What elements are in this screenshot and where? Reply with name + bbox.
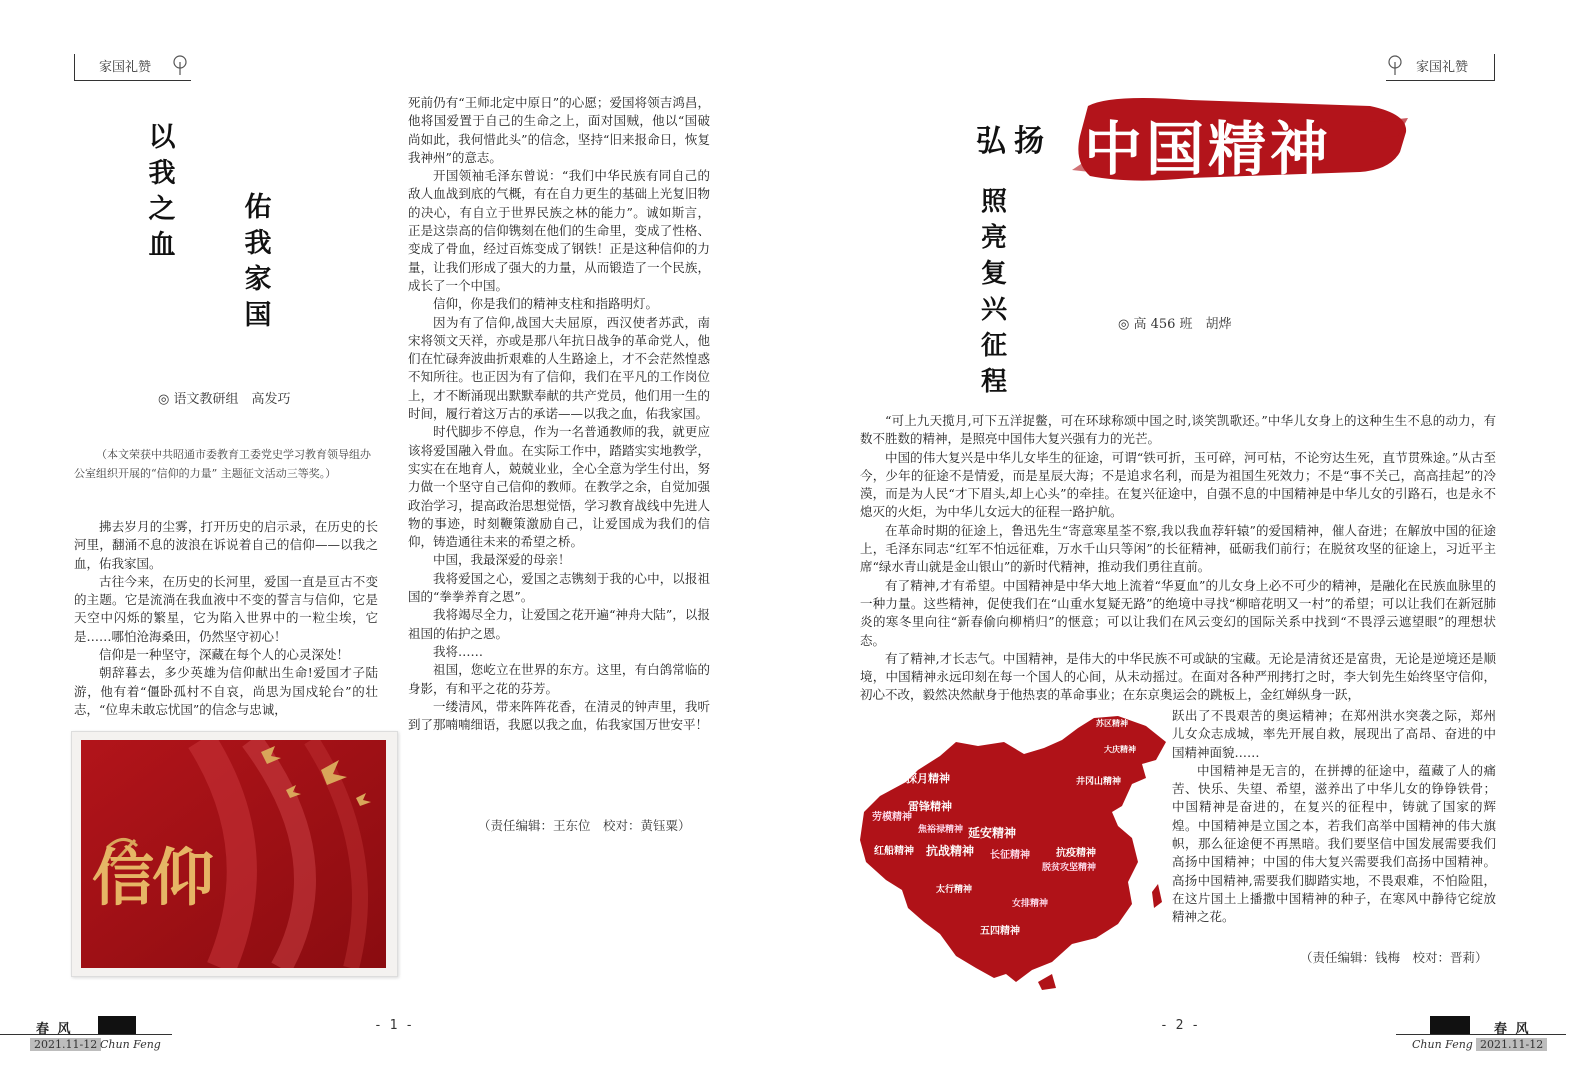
subtitle-char: 程 (980, 367, 1007, 397)
paragraph: 有了精神,才有希望。中国精神是中华大地上流着“华夏血”的儿女身上必不可少的精神，是融化在民族血脉里的一种力量。这些精神，促使我们在“山重水复疑无路”的绝境中寻找“柳暗花明又一村”的希望；可以让我们在新冠肺炎的寒冬里向往“新春偷向柳梢归”的惬意；可以让我们在风云变幻的国际关系中找到“不畏浮云遮望眼”的理想状态。 (860, 577, 1496, 648)
footer-right-rule (1396, 1034, 1566, 1035)
banner-text (1084, 102, 1332, 186)
paragraph: 中国精神是无言的，在拼搏的征途中，蕴藏了人的痛苦、快乐、失望、希望，滋养出了中华儿女的铮铮铁骨；中国精神是奋进的，在复兴的征程中，铸就了国家的辉煌。中国精神是立国之本，若我们高举中国精神的伟大旗帜，那么征途便不再黑暗。我们要坚信中国发展需要我们高扬中国精神；中国的伟大复兴需要我们高扬中国精神。高扬中国精神,需要我们脚踏实地，不畏艰难，不怕险阻，在这片国土上播撒中国精神的种子，在寒风中静待它绽放精神之花。 (1172, 762, 1496, 925)
paragraph: 信仰是一种坚守，深藏在每个人的心灵深处！ (99, 647, 350, 663)
footer-left-brand: 春 风 (36, 1022, 73, 1037)
map-word: 抗战精神 (926, 844, 975, 858)
left-title-column-2 (240, 190, 276, 334)
header-right-label: 家国礼赞 (1416, 60, 1469, 75)
banner-text-label: 中国精神 (1084, 115, 1333, 183)
right-subtitle-column (976, 184, 1012, 400)
left-byline: ◎ 语文教研组 高发巧 (158, 392, 291, 407)
paragraph: 因为有了信仰,战国大夫屈原，西汉使者苏武，南宋将领文天祥，亦或是那八年抗日战争的革命党人，他们在忙碌奔波曲折艰难的人生路途上，才不会茫然惶惑不知所往。也正因为有了信仰，我们在平凡的工作岗位上，才不断涌现出默默奉献的共产党员，他们用一生的时间，履行着这万古的承诺——以我之血，佑我家国。 (408, 314, 710, 422)
paragraph: 我将爱国之心，爱国之志镌刻于我的心中，以报祖国的“拳拳养育之恩”。 (408, 570, 710, 605)
paragraph: 死前仍有“王师北定中原日”的心愿；爱国将领吉鸿昌，他将国爱置于自己的生命之上，面对国贼，他以“国破尚如此，我何惜此头”的信念，坚持“旧来报命日，恢复我神州”的意志。 (408, 95, 710, 165)
paragraph: 有了精神,才长志气。中国精神，是伟大的中华民族不可或缺的宝藏。无论是清贫还是富贵，无论是逆境还是顺境，中国精神永远印刻在每一个国人的心间，从未动摇过。在面对各种严刑拷打之时，李大钊先生始终坚守信仰，初心不改，毅然决然献身于他热衷的革命事业；在东京奥运会的跳板上，金红婵纵身一跃， (860, 650, 1496, 703)
footer-left-pinyin: Chun Feng (100, 1038, 161, 1051)
map-word: 长征精神 (990, 850, 1030, 861)
paragraph: 在革命时期的征途上，鲁迅先生“寄意寒星荃不察,我以我血荐轩辕”的爱国精神，催人奋进；在解放中国的征途上，毛泽东同志“红军不怕远征难，万水千山只等闲”的长征精神，砥砺我们前行；在脱贫攻坚的征途上，习近平主席“绿水青山就是金山银山”的新时代精神，推动我们勇往直前。 (860, 522, 1496, 575)
left-note: （本文荣获中共昭通市委教育工委党史学习教育领导组办公室组织开展的“信仰的力量” 主题征文活动三等奖。） (74, 448, 371, 480)
footer-right-brand: 春 风 (1494, 1022, 1531, 1037)
paragraph: 中国，我最深爱的母亲！ (433, 552, 571, 568)
left-title-column-1 (144, 120, 180, 264)
left-article-col2 (408, 94, 710, 734)
map-word: 红船精神 (874, 846, 914, 857)
map-word: 焦裕禄精神 (918, 825, 964, 835)
footer-right-pinyin: Chun Feng (1412, 1038, 1473, 1051)
map-word: 延安精神 (968, 826, 1017, 840)
paragraph: “可上九天揽月,可下五洋捉鳖，可在环球称颂中国之时,谈笑凯歌还。”中华儿女身上的这种生生不息的动力，有数不胜数的精神，是照亮中国伟大复兴强有力的光芒。 (860, 413, 1496, 447)
footer-right-date: 2021.11-12 (1476, 1038, 1547, 1051)
paragraph: 开国领袖毛泽东曾说：“我们中华民族有同自己的敌人血战到底的气概，有在自力更生的基础上光复旧物的决心，有自立于世界民族之林的能力”。诚如斯言，正是这崇高的信仰镌刻在他们的生命里，变成了性格、变成了骨血，经过百炼变成了钢铁！正是这种信仰的力量，让我们形成了强大的力量，从而锻造了一个民族，成长了一个中国。 (408, 168, 710, 293)
subtitle-char: 亮 (980, 223, 1007, 253)
paragraph: 朝辞暮去，多少英雄为信仰献出生命!爱国才子陆游，他有着“僵卧孤村不自哀，尚思为国戍轮台”的壮志，“位卑未敢忘忧国”的信念与忠诚， (74, 665, 378, 717)
left-editor-credit: （责任编辑：王东位 校对：黄钰粟） (478, 818, 691, 833)
map-word: 苏区精神 (1096, 719, 1128, 728)
subtitle-char: 复 (980, 259, 1007, 289)
right-article-body (860, 412, 1496, 705)
right-article-body-side (1172, 707, 1496, 927)
subtitle-char: 兴 (980, 295, 1007, 325)
right-title-prefix: 弘扬 (976, 124, 1052, 159)
right-editor-credit: （责任编辑：钱梅 校对：晋莉） (1300, 950, 1488, 965)
china-spirit-map (856, 712, 1168, 990)
tree-icon (171, 54, 189, 80)
map-word: 五四精神 (980, 926, 1020, 937)
footer-left-date: 2021.11-12 (30, 1038, 101, 1051)
title-char: 国 (244, 300, 272, 331)
map-word: 井冈山精神 (1076, 777, 1122, 787)
title-char: 佑 (244, 192, 272, 223)
paragraph: 古往今来，在历史的长河里，爱国一直是亘古不变的主题。它是流淌在我血液中不变的誓言与信仰，它是天空中闪烁的繁星，它为陷入世界中的一粒尘埃，它是……哪怕沧海桑田，仍然坚守初心！ (74, 573, 378, 644)
left-article-col1 (74, 518, 378, 719)
title-char: 家 (244, 264, 272, 295)
header-left (74, 54, 191, 81)
paragraph: 时代脚步不停息，作为一名普通教师的我，就更应该将爱国融入骨血。在实际工作中，踏踏实实地教学，实实在在地育人，兢兢业业，全心全意为学生付出，努力做一个坚守自己信仰的教师。在教学之余，自觉加强政治学习，提高政治思想觉悟，学习教育战线中先进人物的事迹，时刻鞭策激励自己，让爱国成为我们的信仰，铸造通往未来的希望之桥。 (408, 424, 710, 550)
paragraph: 祖国，您屹立在世界的东方。这里，有白鸽常临的身影，有和平之花的芬芳。 (408, 662, 710, 696)
tree-icon (1386, 54, 1404, 80)
title-char: 我 (244, 228, 272, 259)
right-byline: ◎ 高 456 班 胡烨 (1118, 317, 1232, 332)
title-char: 血 (148, 230, 176, 261)
title-char: 之 (148, 194, 176, 225)
map-word: 脱贫攻坚精神 (1042, 863, 1097, 873)
title-char: 我 (148, 158, 176, 189)
map-word: 大庆精神 (1104, 745, 1136, 754)
map-word: 抗疫精神 (1056, 848, 1096, 859)
page-number-left: - 1 - (374, 1018, 414, 1033)
paragraph: 跃出了不畏艰苦的奥运精神；在郑州洪水突袭之际，郑州儿女众志成城，率先开展自救，展现出了高昂、奋进的中国精神面貌…… (1172, 708, 1496, 760)
map-word: 探月精神 (906, 772, 950, 785)
map-word: 女排精神 (1012, 899, 1049, 909)
faith-image-title: 信仰 (92, 841, 213, 914)
map-word: 劳模精神 (872, 812, 912, 823)
map-word: 雷锋精神 (908, 800, 952, 813)
footer-left-rule (0, 1034, 172, 1035)
paragraph: 我将竭尽全力，让爱国之花开遍“神舟大陆”，以报祖国的佑护之恩。 (408, 607, 710, 641)
paragraph: 中国的伟大复兴是中华儿女毕生的征途，可谓“铁可折，玉可碎，河可枯，不论穷达生死，直节贯殊途。”从古至今，少年的征途不是情爱，而是星辰大海；不是追求名利，而是为祖国生死效力；不是“事不关己，高高挂起”的冷漠，而是为人民“才下眉头,却上心头”的牵挂。在复兴征途中，自强不息的中国精神是中华儿女的引路石，也是永不熄灭的火炬，为中华儿女远大的征程一路护航。 (860, 449, 1496, 520)
title-char: 以 (148, 122, 176, 153)
header-right (1386, 54, 1495, 81)
map-word: 太行精神 (936, 885, 973, 895)
paragraph: 信仰，你是我们的精神支柱和指路明灯。 (433, 296, 659, 312)
footer-left-block (98, 1016, 136, 1034)
subtitle-char: 照 (980, 187, 1007, 217)
subtitle-char: 征 (980, 331, 1007, 361)
title-banner (1070, 92, 1410, 187)
header-left-label: 家国礼赞 (99, 60, 152, 75)
paragraph: 一缕清风，带来阵阵花香，在清灵的钟声里，我听到了那喃喃细语，我愿以我之血，佑我家国万世安平！ (408, 698, 710, 733)
footer-right-block (1430, 1016, 1470, 1034)
page-number-right: - 2 - (1160, 1018, 1200, 1033)
faith-image (71, 731, 398, 977)
paragraph: 拂去岁月的尘雾，打开历史的启示录，在历史的长河里，翻涌不息的波浪在诉说着自己的信仰——以我之血，佑我家国。 (74, 519, 378, 571)
paragraph: 我将…… (433, 643, 484, 659)
